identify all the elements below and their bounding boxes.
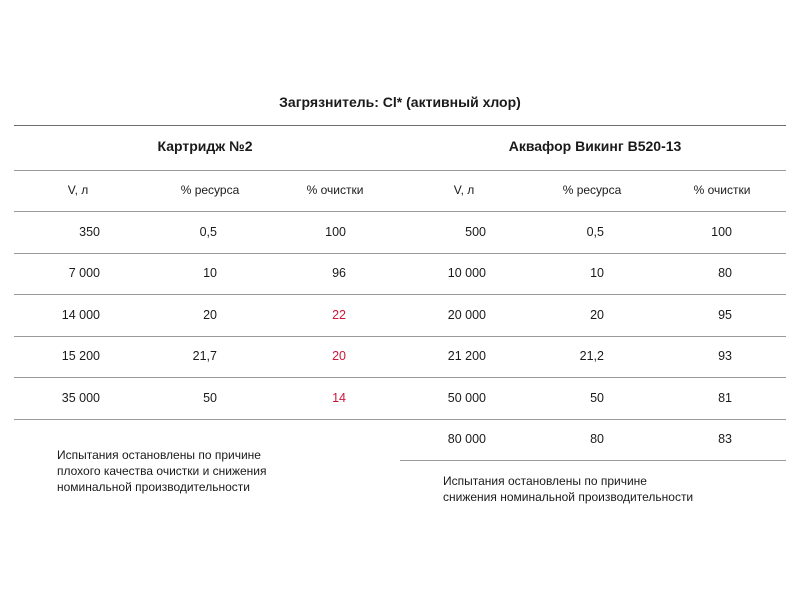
note-line: номинальной производительности (57, 480, 250, 494)
cleaning-cell: 80 (718, 266, 732, 280)
column-header-resource: % ресурса (180, 183, 240, 197)
volume-cell: 21 200 (447, 349, 486, 363)
resource-cell: 21,2 (579, 349, 604, 363)
column-header-volume: V, л (67, 183, 89, 197)
cleaning-cell: 81 (718, 391, 732, 405)
cleaning-cell: 83 (718, 432, 732, 446)
resource-cell: 0,5 (199, 225, 217, 239)
resource-cell: 50 (203, 391, 217, 405)
volume-cell: 35 000 (61, 391, 100, 405)
volume-cell: 14 000 (61, 308, 100, 322)
group-header-cartridge-2: Картридж №2 (157, 138, 253, 154)
resource-cell: 10 (590, 266, 604, 280)
resource-cell: 20 (590, 308, 604, 322)
test-stopped-note (57, 447, 377, 495)
column-header-cleaning: % очистки (306, 183, 364, 197)
volume-cell: 10 000 (447, 266, 486, 280)
volume-cell: 350 (79, 225, 100, 239)
group-header-aquaphor-viking: Аквафор Викинг В520-13 (508, 138, 682, 154)
resource-cell: 80 (590, 432, 604, 446)
divider-row-6 (400, 460, 786, 461)
divider-row-4 (14, 377, 786, 378)
note-line: Испытания остановлены по причине (57, 448, 261, 462)
divider-row-2 (14, 294, 786, 295)
cleaning-cell: 95 (718, 308, 732, 322)
resource-cell: 21,7 (192, 349, 217, 363)
volume-cell: 500 (465, 225, 486, 239)
divider-row-5 (14, 419, 786, 420)
cleaning-cell: 100 (711, 225, 732, 239)
volume-cell: 80 000 (447, 432, 486, 446)
cleaning-cell-highlight: 14 (332, 391, 346, 405)
divider-column-header (14, 211, 786, 212)
volume-cell: 20 000 (447, 308, 486, 322)
volume-cell: 15 200 (61, 349, 100, 363)
cleaning-cell: 93 (718, 349, 732, 363)
note-line: снижения номинальной производительности (443, 490, 694, 504)
table-title: Загрязнитель: Cl* (активный хлор) (279, 94, 521, 110)
resource-cell: 20 (203, 308, 217, 322)
divider-row-3 (14, 336, 786, 337)
cleaning-cell-highlight: 22 (332, 308, 346, 322)
note-line: плохого качества очистки и снижения (57, 464, 267, 478)
divider-top (14, 125, 786, 126)
divider-group-header (14, 170, 786, 171)
column-header-resource: % ресурса (562, 183, 622, 197)
resource-cell: 50 (590, 391, 604, 405)
cleaning-cell-highlight: 20 (332, 349, 346, 363)
column-header-volume: V, л (453, 183, 475, 197)
cleaning-cell: 100 (325, 225, 346, 239)
volume-cell: 7 000 (68, 266, 100, 280)
note-line: Испытания остановлены по причине (443, 474, 647, 488)
divider-row-1 (14, 253, 786, 254)
cleaning-cell: 96 (332, 266, 346, 280)
volume-cell: 50 000 (447, 391, 486, 405)
test-stopped-note (443, 473, 783, 505)
resource-cell: 0,5 (586, 225, 604, 239)
column-header-cleaning: % очистки (693, 183, 751, 197)
resource-cell: 10 (203, 266, 217, 280)
